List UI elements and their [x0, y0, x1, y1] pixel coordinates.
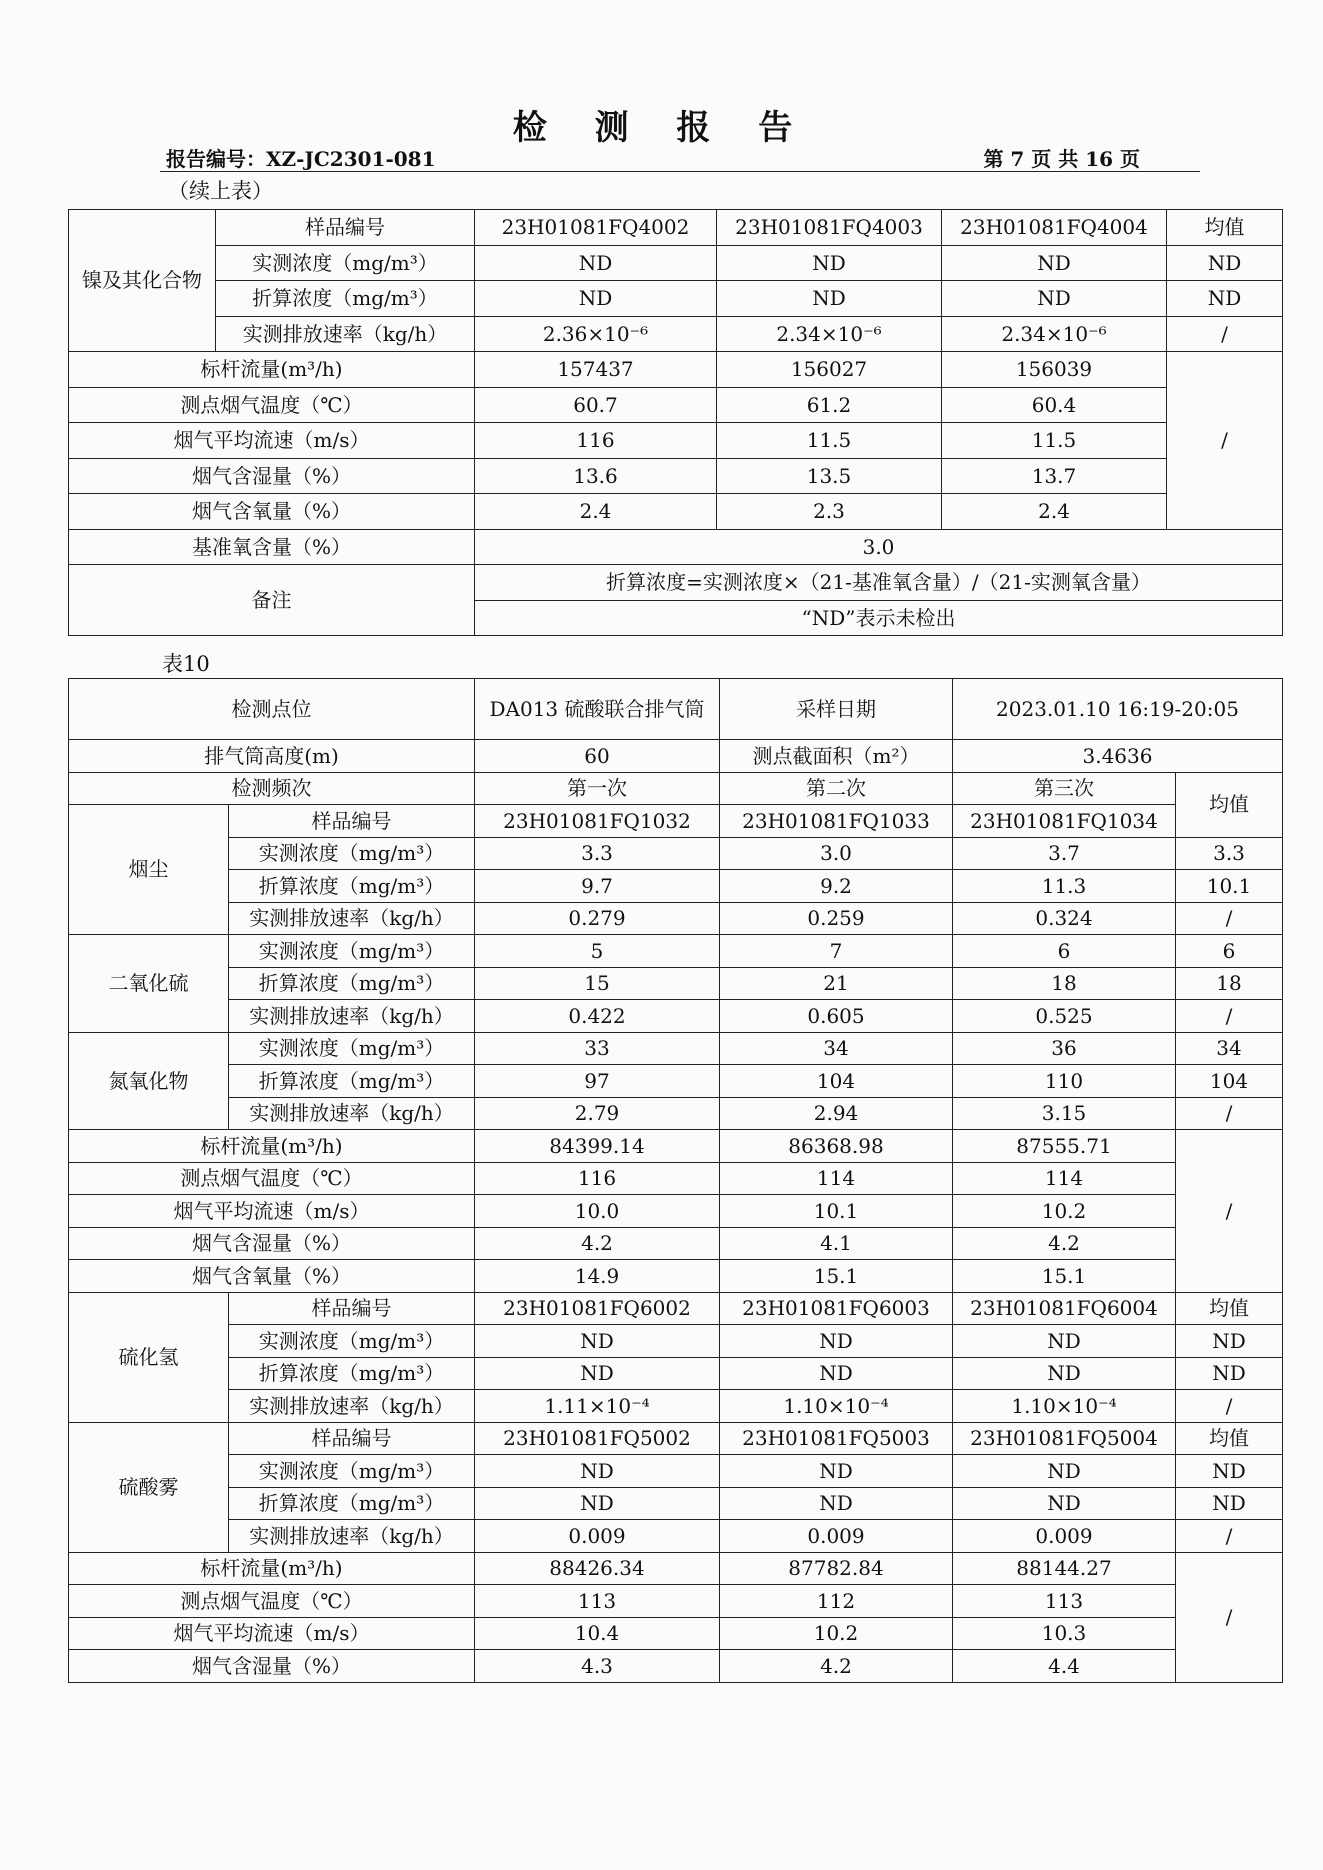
mean-cell: / — [1176, 1552, 1283, 1682]
table-cell: ND — [717, 281, 942, 317]
table-cell: 3.3 — [475, 837, 720, 870]
remark-formula: 折算浓度=实测浓度×（21-基准氧含量）/（21-实测氧含量） — [475, 565, 1283, 601]
report-header — [160, 141, 1200, 172]
mean-cell: ND — [1167, 281, 1283, 317]
mean-cell: ND — [1176, 1487, 1283, 1520]
row-label: 标杆流量(m³/h) — [69, 1552, 475, 1585]
table-cell: 23H01081FQ1032 — [475, 805, 720, 838]
row-label: 折算浓度（mg/m³） — [229, 1357, 475, 1390]
table-cell: 112 — [720, 1585, 953, 1618]
table-cell: 11.5 — [717, 423, 942, 459]
table-cell: 88144.27 — [953, 1552, 1176, 1585]
table-cell: 2.3 — [717, 494, 942, 530]
row-label: 烟气含氧量（%） — [69, 494, 475, 530]
mean-cell: 3.3 — [1176, 837, 1283, 870]
row-label: 检测点位 — [69, 679, 475, 740]
row-label: 测点截面积（m²） — [720, 740, 953, 773]
table-cell: 10.4 — [475, 1617, 720, 1650]
mean-header: 均值 — [1167, 210, 1283, 246]
table-cell: 13.5 — [717, 458, 942, 494]
table-cell: 2.94 — [720, 1097, 953, 1130]
table-cell: 10.3 — [953, 1617, 1176, 1650]
table-cell: 0.009 — [720, 1520, 953, 1553]
row-label: 折算浓度（mg/m³） — [216, 281, 475, 317]
row-label: 折算浓度（mg/m³） — [229, 1065, 475, 1098]
row-label: 标杆流量(m³/h) — [69, 352, 475, 388]
table-cell: 9.7 — [475, 870, 720, 903]
table-cell: 23H01081FQ5003 — [720, 1422, 953, 1455]
table-cell: 33 — [475, 1032, 720, 1065]
table-cell: ND — [717, 245, 942, 281]
table-cell: 23H01081FQ1033 — [720, 805, 953, 838]
table-cell: 114 — [720, 1162, 953, 1195]
table-cell: ND — [720, 1487, 953, 1520]
table-cell: 6 — [953, 935, 1176, 968]
table-cell: ND — [942, 281, 1167, 317]
table-cell: ND — [953, 1357, 1176, 1390]
row-label: 折算浓度（mg/m³） — [229, 870, 475, 903]
table-cell: 2023.01.10 16:19-20:05 — [953, 679, 1283, 740]
table-cell: ND — [942, 245, 1167, 281]
table-cell: 15 — [475, 967, 720, 1000]
table-cell: 11.5 — [942, 423, 1167, 459]
table-cell: 61.2 — [717, 387, 942, 423]
table-cell: 0.009 — [475, 1520, 720, 1553]
table-cell: 116 — [475, 423, 717, 459]
table-cell: ND — [720, 1325, 953, 1358]
table-cell: 10.2 — [720, 1617, 953, 1650]
row-label: 折算浓度（mg/m³） — [229, 1487, 475, 1520]
table-cell: ND — [475, 1455, 720, 1488]
table-cell: 0.605 — [720, 1000, 953, 1033]
mean-cell: ND — [1176, 1325, 1283, 1358]
run-header: 第三次 — [953, 772, 1176, 805]
table-cell: 15.1 — [720, 1260, 953, 1293]
table-cell: DA013 硫酸联合排气筒 — [475, 679, 720, 740]
table-cell: 23H01081FQ6004 — [953, 1292, 1176, 1325]
table-cell: 0.422 — [475, 1000, 720, 1033]
mean-cell: ND — [1176, 1455, 1283, 1488]
table-cell: 0.009 — [953, 1520, 1176, 1553]
row-label: 实测排放速率（kg/h） — [216, 316, 475, 352]
group-label: 烟尘 — [69, 805, 229, 935]
table-cell: 1.10×10⁻⁴ — [720, 1390, 953, 1423]
row-label: 实测排放速率（kg/h） — [229, 1000, 475, 1033]
group-label: 硫化氢 — [69, 1292, 229, 1422]
table-cell: 13.7 — [942, 458, 1167, 494]
table-cell: 23H01081FQ5004 — [953, 1422, 1176, 1455]
table-cell: 23H01081FQ4002 — [475, 210, 717, 246]
table-cell: 97 — [475, 1065, 720, 1098]
table-cell: 4.2 — [953, 1227, 1176, 1260]
table-cell: 4.4 — [953, 1650, 1176, 1683]
table-cell: 23H01081FQ6002 — [475, 1292, 720, 1325]
table-cell: 86368.98 — [720, 1130, 953, 1163]
table-cell: 23H01081FQ4004 — [942, 210, 1167, 246]
table-cell: 4.2 — [475, 1227, 720, 1260]
mean-cell: / — [1167, 316, 1283, 352]
table-cell: 0.525 — [953, 1000, 1176, 1033]
mean-cell: 104 — [1176, 1065, 1283, 1098]
row-label: 测点烟气温度（℃） — [69, 1585, 475, 1618]
mean-header: 均值 — [1176, 772, 1283, 837]
table-cell: 23H01081FQ5002 — [475, 1422, 720, 1455]
table-cell: 156027 — [717, 352, 942, 388]
table-cell: 18 — [953, 967, 1176, 1000]
table-cell: 84399.14 — [475, 1130, 720, 1163]
table-cell: 36 — [953, 1032, 1176, 1065]
table-cell: 87782.84 — [720, 1552, 953, 1585]
table-cell: 0.279 — [475, 902, 720, 935]
table-cell: 1.10×10⁻⁴ — [953, 1390, 1176, 1423]
group-label: 二氧化硫 — [69, 935, 229, 1033]
row-label: 烟气平均流速（m/s） — [69, 1195, 475, 1228]
page-title: 检 测 报 告 — [512, 108, 811, 148]
table-cell: ND — [475, 245, 717, 281]
table-cell: ND — [953, 1455, 1176, 1488]
table-cell: 23H01081FQ4003 — [717, 210, 942, 246]
mean-header: 均值 — [1176, 1292, 1283, 1325]
mean-cell: / — [1167, 352, 1283, 530]
table-cell: ND — [953, 1487, 1176, 1520]
mean-cell: / — [1176, 902, 1283, 935]
table-cell: 156039 — [942, 352, 1167, 388]
table-cell: 4.3 — [475, 1650, 720, 1683]
table-cell: 2.34×10⁻⁶ — [717, 316, 942, 352]
group-label: 氮氧化物 — [69, 1032, 229, 1130]
table-cell: 3.0 — [475, 529, 1283, 565]
table-cell: ND — [720, 1455, 953, 1488]
row-label: 排气筒高度(m) — [69, 740, 475, 773]
table-cell: 2.79 — [475, 1097, 720, 1130]
table-cell: 5 — [475, 935, 720, 968]
page-number: 第 7 页 共 16 页 — [983, 147, 1140, 171]
row-label: 实测浓度（mg/m³） — [229, 1032, 475, 1065]
mean-cell: ND — [1167, 245, 1283, 281]
table-10 — [68, 678, 1283, 1683]
table-cell: 2.34×10⁻⁶ — [942, 316, 1167, 352]
table-cell: 7 — [720, 935, 953, 968]
mean-cell: 6 — [1176, 935, 1283, 968]
mean-cell: / — [1176, 1000, 1283, 1033]
table-cell: 2.4 — [942, 494, 1167, 530]
mean-cell: 18 — [1176, 967, 1283, 1000]
table-cell: 88426.34 — [475, 1552, 720, 1585]
row-label: 实测排放速率（kg/h） — [229, 1390, 475, 1423]
row-label: 实测排放速率（kg/h） — [229, 1520, 475, 1553]
remark-label: 备注 — [69, 565, 475, 636]
mean-cell: / — [1176, 1130, 1283, 1293]
row-label: 烟气平均流速（m/s） — [69, 1617, 475, 1650]
table-cell: 4.1 — [720, 1227, 953, 1260]
table-cell: 13.6 — [475, 458, 717, 494]
row-label: 测点烟气温度（℃） — [69, 1162, 475, 1195]
row-label: 折算浓度（mg/m³） — [229, 967, 475, 1000]
table-cell: 113 — [953, 1585, 1176, 1618]
remark-note: “ND”表示未检出 — [475, 600, 1283, 636]
continued-label: （续上表） — [168, 179, 273, 203]
table-cell: 87555.71 — [953, 1130, 1176, 1163]
table-cell: 2.4 — [475, 494, 717, 530]
row-label: 实测浓度（mg/m³） — [229, 935, 475, 968]
row-label: 烟气含氧量（%） — [69, 1260, 475, 1293]
table-cell: 104 — [720, 1065, 953, 1098]
table-cell: 15.1 — [953, 1260, 1176, 1293]
row-label: 实测浓度（mg/m³） — [216, 245, 475, 281]
group-label: 硫酸雾 — [69, 1422, 229, 1552]
row-label: 样品编号 — [229, 1292, 475, 1325]
table-cell: 14.9 — [475, 1260, 720, 1293]
table-cell: ND — [720, 1357, 953, 1390]
table-cell: 60.4 — [942, 387, 1167, 423]
row-label: 采样日期 — [720, 679, 953, 740]
report-number: 报告编号：XZ-JC2301-081 — [166, 147, 436, 171]
table-cell: 11.3 — [953, 870, 1176, 903]
row-label: 样品编号 — [216, 210, 475, 246]
mean-cell: 34 — [1176, 1032, 1283, 1065]
row-label: 样品编号 — [229, 1422, 475, 1455]
mean-cell: 10.1 — [1176, 870, 1283, 903]
table-cell: 10.2 — [953, 1195, 1176, 1228]
table-cell: 3.4636 — [953, 740, 1283, 773]
row-label: 标杆流量(m³/h) — [69, 1130, 475, 1163]
mean-cell: / — [1176, 1097, 1283, 1130]
table-cell: 23H01081FQ6003 — [720, 1292, 953, 1325]
table-cell: 60.7 — [475, 387, 717, 423]
table-cell: 10.0 — [475, 1195, 720, 1228]
row-label: 实测排放速率（kg/h） — [229, 1097, 475, 1130]
group-label: 镍及其化合物 — [69, 210, 216, 352]
table-caption: 表10 — [162, 652, 210, 676]
table-cell: ND — [475, 1357, 720, 1390]
table-cell: ND — [953, 1325, 1176, 1358]
table-cell: 1.11×10⁻⁴ — [475, 1390, 720, 1423]
table-cell: 2.36×10⁻⁶ — [475, 316, 717, 352]
table-cell: 23H01081FQ1034 — [953, 805, 1176, 838]
table-cell: 0.324 — [953, 902, 1176, 935]
run-header: 第二次 — [720, 772, 953, 805]
run-header: 第一次 — [475, 772, 720, 805]
table-cell: ND — [475, 1325, 720, 1358]
row-label: 烟气含湿量（%） — [69, 1650, 475, 1683]
table-cell: 113 — [475, 1585, 720, 1618]
table-cell: 21 — [720, 967, 953, 1000]
table-cell: 34 — [720, 1032, 953, 1065]
mean-header: 均值 — [1176, 1422, 1283, 1455]
row-label: 实测浓度（mg/m³） — [229, 1325, 475, 1358]
mean-cell: / — [1176, 1520, 1283, 1553]
table-cell: 10.1 — [720, 1195, 953, 1228]
row-label: 烟气平均流速（m/s） — [69, 423, 475, 459]
row-label: 检测频次 — [69, 772, 475, 805]
table-cell: 3.7 — [953, 837, 1176, 870]
table-cell: 4.2 — [720, 1650, 953, 1683]
row-label: 实测浓度（mg/m³） — [229, 1455, 475, 1488]
table-cell: ND — [475, 1487, 720, 1520]
row-label: 实测浓度（mg/m³） — [229, 837, 475, 870]
mean-cell: ND — [1176, 1357, 1283, 1390]
row-label: 基准氧含量（%） — [69, 529, 475, 565]
table-cell: ND — [475, 281, 717, 317]
table-cell: 114 — [953, 1162, 1176, 1195]
row-label: 烟气含湿量（%） — [69, 1227, 475, 1260]
table-cell: 116 — [475, 1162, 720, 1195]
row-label: 测点烟气温度（℃） — [69, 387, 475, 423]
continued-table — [68, 209, 1283, 636]
row-label: 样品编号 — [229, 805, 475, 838]
table-cell: 157437 — [475, 352, 717, 388]
row-label: 实测排放速率（kg/h） — [229, 902, 475, 935]
table-cell: 3.15 — [953, 1097, 1176, 1130]
table-cell: 9.2 — [720, 870, 953, 903]
table-cell: 3.0 — [720, 837, 953, 870]
table-cell: 0.259 — [720, 902, 953, 935]
table-cell: 110 — [953, 1065, 1176, 1098]
mean-cell: / — [1176, 1390, 1283, 1423]
table-cell: 60 — [475, 740, 720, 773]
row-label: 烟气含湿量（%） — [69, 458, 475, 494]
